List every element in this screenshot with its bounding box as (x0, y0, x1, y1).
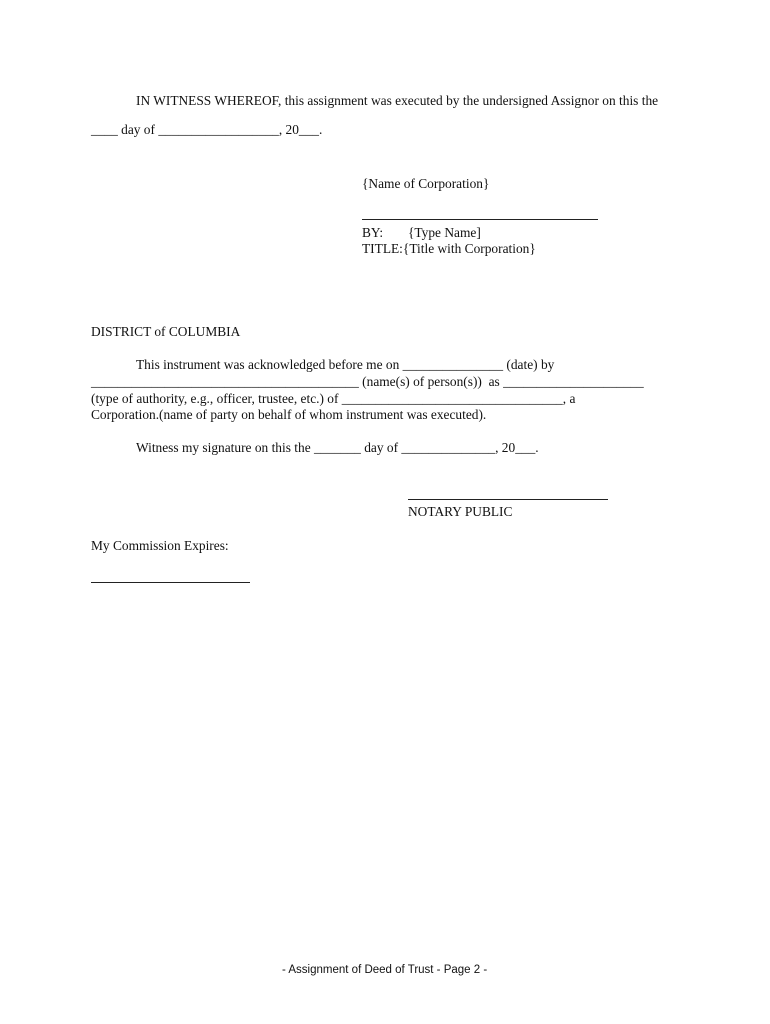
commission-expiry-rule (91, 582, 250, 583)
witness-line-1: IN WITNESS WHEREOF, this assignment was executed by the undersigned Assignor on this the (136, 93, 659, 108)
acknowledgment-line-2: ________________________________________ (name(s) of person(s)) as _____________________ (91, 374, 644, 389)
acknowledgment-line-1: This instrument was acknowledged before me on _______________ (date) by (136, 357, 555, 372)
commission-expires-label: My Commission Expires: (91, 538, 229, 553)
title-line: TITLE:{Title with Corporation} (362, 241, 536, 256)
witness-line-2: ____ day of __________________, 20___. (91, 122, 323, 137)
acknowledgment-line-3: (type of authority, e.g., officer, trustee, etc.) of _________________________________, a (91, 391, 576, 406)
signature-rule (362, 219, 598, 220)
corporation-name: {Name of Corporation} (362, 176, 490, 191)
witness-signature-line: Witness my signature on this the _______ day of ______________, 20___. (136, 440, 539, 455)
acknowledgment-line-4: Corporation.(name of party on behalf of whom instrument was executed). (91, 407, 487, 422)
district-heading: DISTRICT of COLUMBIA (91, 324, 241, 339)
by-value: {Type Name] (408, 225, 481, 240)
notary-public-label: NOTARY PUBLIC (408, 504, 513, 519)
by-label: BY: (362, 225, 384, 240)
page-footer: - Assignment of Deed of Trust - Page 2 - (282, 964, 488, 976)
notary-signature-rule (408, 499, 608, 500)
